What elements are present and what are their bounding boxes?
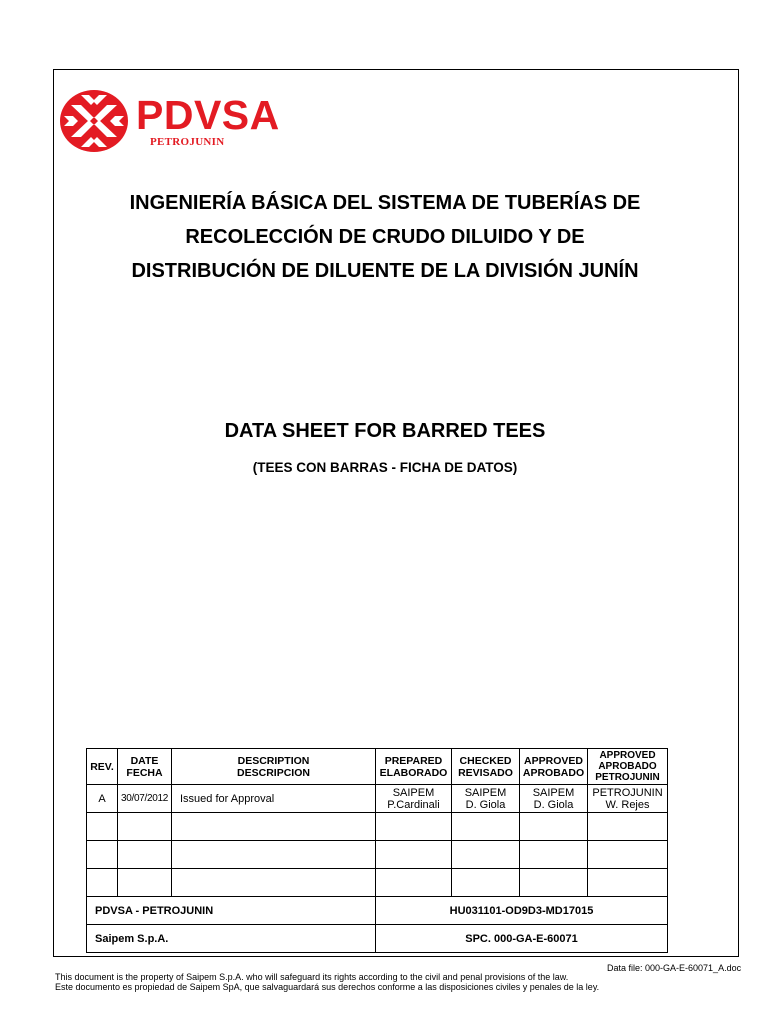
empty-cell <box>172 869 376 897</box>
empty-cell <box>376 841 452 869</box>
header-description <box>172 749 376 785</box>
empty-cell <box>87 813 118 841</box>
client-name: PDVSA - PETROJUNIN <box>87 897 376 925</box>
cell-approved-client <box>588 785 668 813</box>
cell-checked-company: SAIPEM <box>464 786 507 799</box>
table-row-empty <box>87 813 668 841</box>
cell-checked-person: D. Giola <box>465 798 506 811</box>
header-checked <box>452 749 520 785</box>
cell-date: 30/07/2012 <box>118 785 172 813</box>
cell-rev: A <box>87 785 118 813</box>
empty-cell <box>588 841 668 869</box>
header-description-es: DESCRIPCION <box>237 766 310 779</box>
cell-approved-person: D. Giola <box>533 798 574 811</box>
logo-name: PDVSA <box>136 92 280 138</box>
empty-cell <box>118 841 172 869</box>
empty-cell <box>376 869 452 897</box>
empty-cell <box>118 869 172 897</box>
empty-cell <box>87 869 118 897</box>
contractor-name: Saipem S.p.A. <box>87 925 376 953</box>
header-rev: REV. <box>87 749 118 785</box>
empty-cell <box>520 841 588 869</box>
disclaimer-es: Este documento es propiedad de Saipem SpA, que salvaguardará sus derechos conforme a las disposiciones civiles y penales de la ley. <box>55 982 600 992</box>
project-title-line: RECOLECCIÓN DE CRUDO DILUIDO Y DE <box>185 226 585 248</box>
empty-cell <box>520 813 588 841</box>
table-header-row <box>87 749 668 785</box>
table-row-empty <box>87 869 668 897</box>
project-title-line: DISTRIBUCIÓN DE DILUENTE DE LA DIVISIÓN JUNÍN <box>131 260 639 282</box>
cell-approved-client-person: W. Rejes <box>605 798 650 811</box>
cell-prepared <box>376 785 452 813</box>
header-approved-client-en: APPROVED <box>599 750 656 761</box>
cell-approved <box>520 785 588 813</box>
empty-cell <box>452 813 520 841</box>
cell-checked <box>452 785 520 813</box>
project-title <box>90 186 680 288</box>
empty-cell <box>172 813 376 841</box>
contractor-row <box>87 925 668 953</box>
empty-cell <box>452 841 520 869</box>
client-row <box>87 897 668 925</box>
document-title: DATA SHEET FOR BARRED TEES <box>224 420 546 442</box>
header-description-en: DESCRIPTION <box>237 754 310 767</box>
cell-approved-company: SAIPEM <box>532 786 575 799</box>
cell-prepared-company: SAIPEM <box>392 786 435 799</box>
table-row-empty <box>87 841 668 869</box>
document-title-spanish: (TEES CON BARRAS - FICHA DE DATOS) <box>252 460 518 475</box>
contractor-document-number: SPC. 000-GA-E-60071 <box>376 925 668 953</box>
header-approved-es: APROBADO <box>522 766 585 779</box>
cell-prepared-person: P.Cardinali <box>387 798 440 811</box>
empty-cell <box>452 869 520 897</box>
header-date-es: FECHA <box>126 766 163 779</box>
logo-subtitle: PETROJUNIN <box>150 136 225 148</box>
client-document-number: HU031101-OD9D3-MD17015 <box>376 897 668 925</box>
header-date-en: DATE <box>130 754 159 767</box>
header-checked-es: REVISADO <box>458 766 513 779</box>
empty-cell <box>520 869 588 897</box>
empty-cell <box>588 869 668 897</box>
data-file-label: Data file: 000-GA-E-60071_A.doc <box>607 963 742 973</box>
cell-approved-client-company: PETROJUNIN <box>592 786 663 799</box>
empty-cell <box>588 813 668 841</box>
header-approved-client <box>588 749 668 785</box>
empty-cell <box>118 813 172 841</box>
disclaimer-en: This document is the property of Saipem S.p.A. who will safeguard its rights according to the civil and penal provisions of the law. <box>55 972 569 982</box>
cell-description: Issued for Approval <box>172 785 376 813</box>
table-row <box>87 785 668 813</box>
empty-cell <box>376 813 452 841</box>
header-date <box>118 749 172 785</box>
pdvsa-logo-icon <box>59 89 129 153</box>
header-approved-client-company: PETROJUNIN <box>595 772 660 783</box>
header-approved-en: APPROVED <box>524 754 583 767</box>
empty-cell <box>172 841 376 869</box>
disclaimer <box>55 972 599 992</box>
revision-table <box>86 748 668 953</box>
project-title-line: INGENIERÍA BÁSICA DEL SISTEMA DE TUBERÍAS DE <box>129 192 641 214</box>
header-prepared <box>376 749 452 785</box>
header-prepared-es: ELABORADO <box>379 766 448 779</box>
empty-cell <box>87 841 118 869</box>
header-approved-client-es: APROBADO <box>598 761 657 772</box>
company-logo <box>59 89 319 153</box>
header-prepared-en: PREPARED <box>384 754 443 767</box>
header-approved <box>520 749 588 785</box>
header-checked-en: CHECKED <box>459 754 512 767</box>
